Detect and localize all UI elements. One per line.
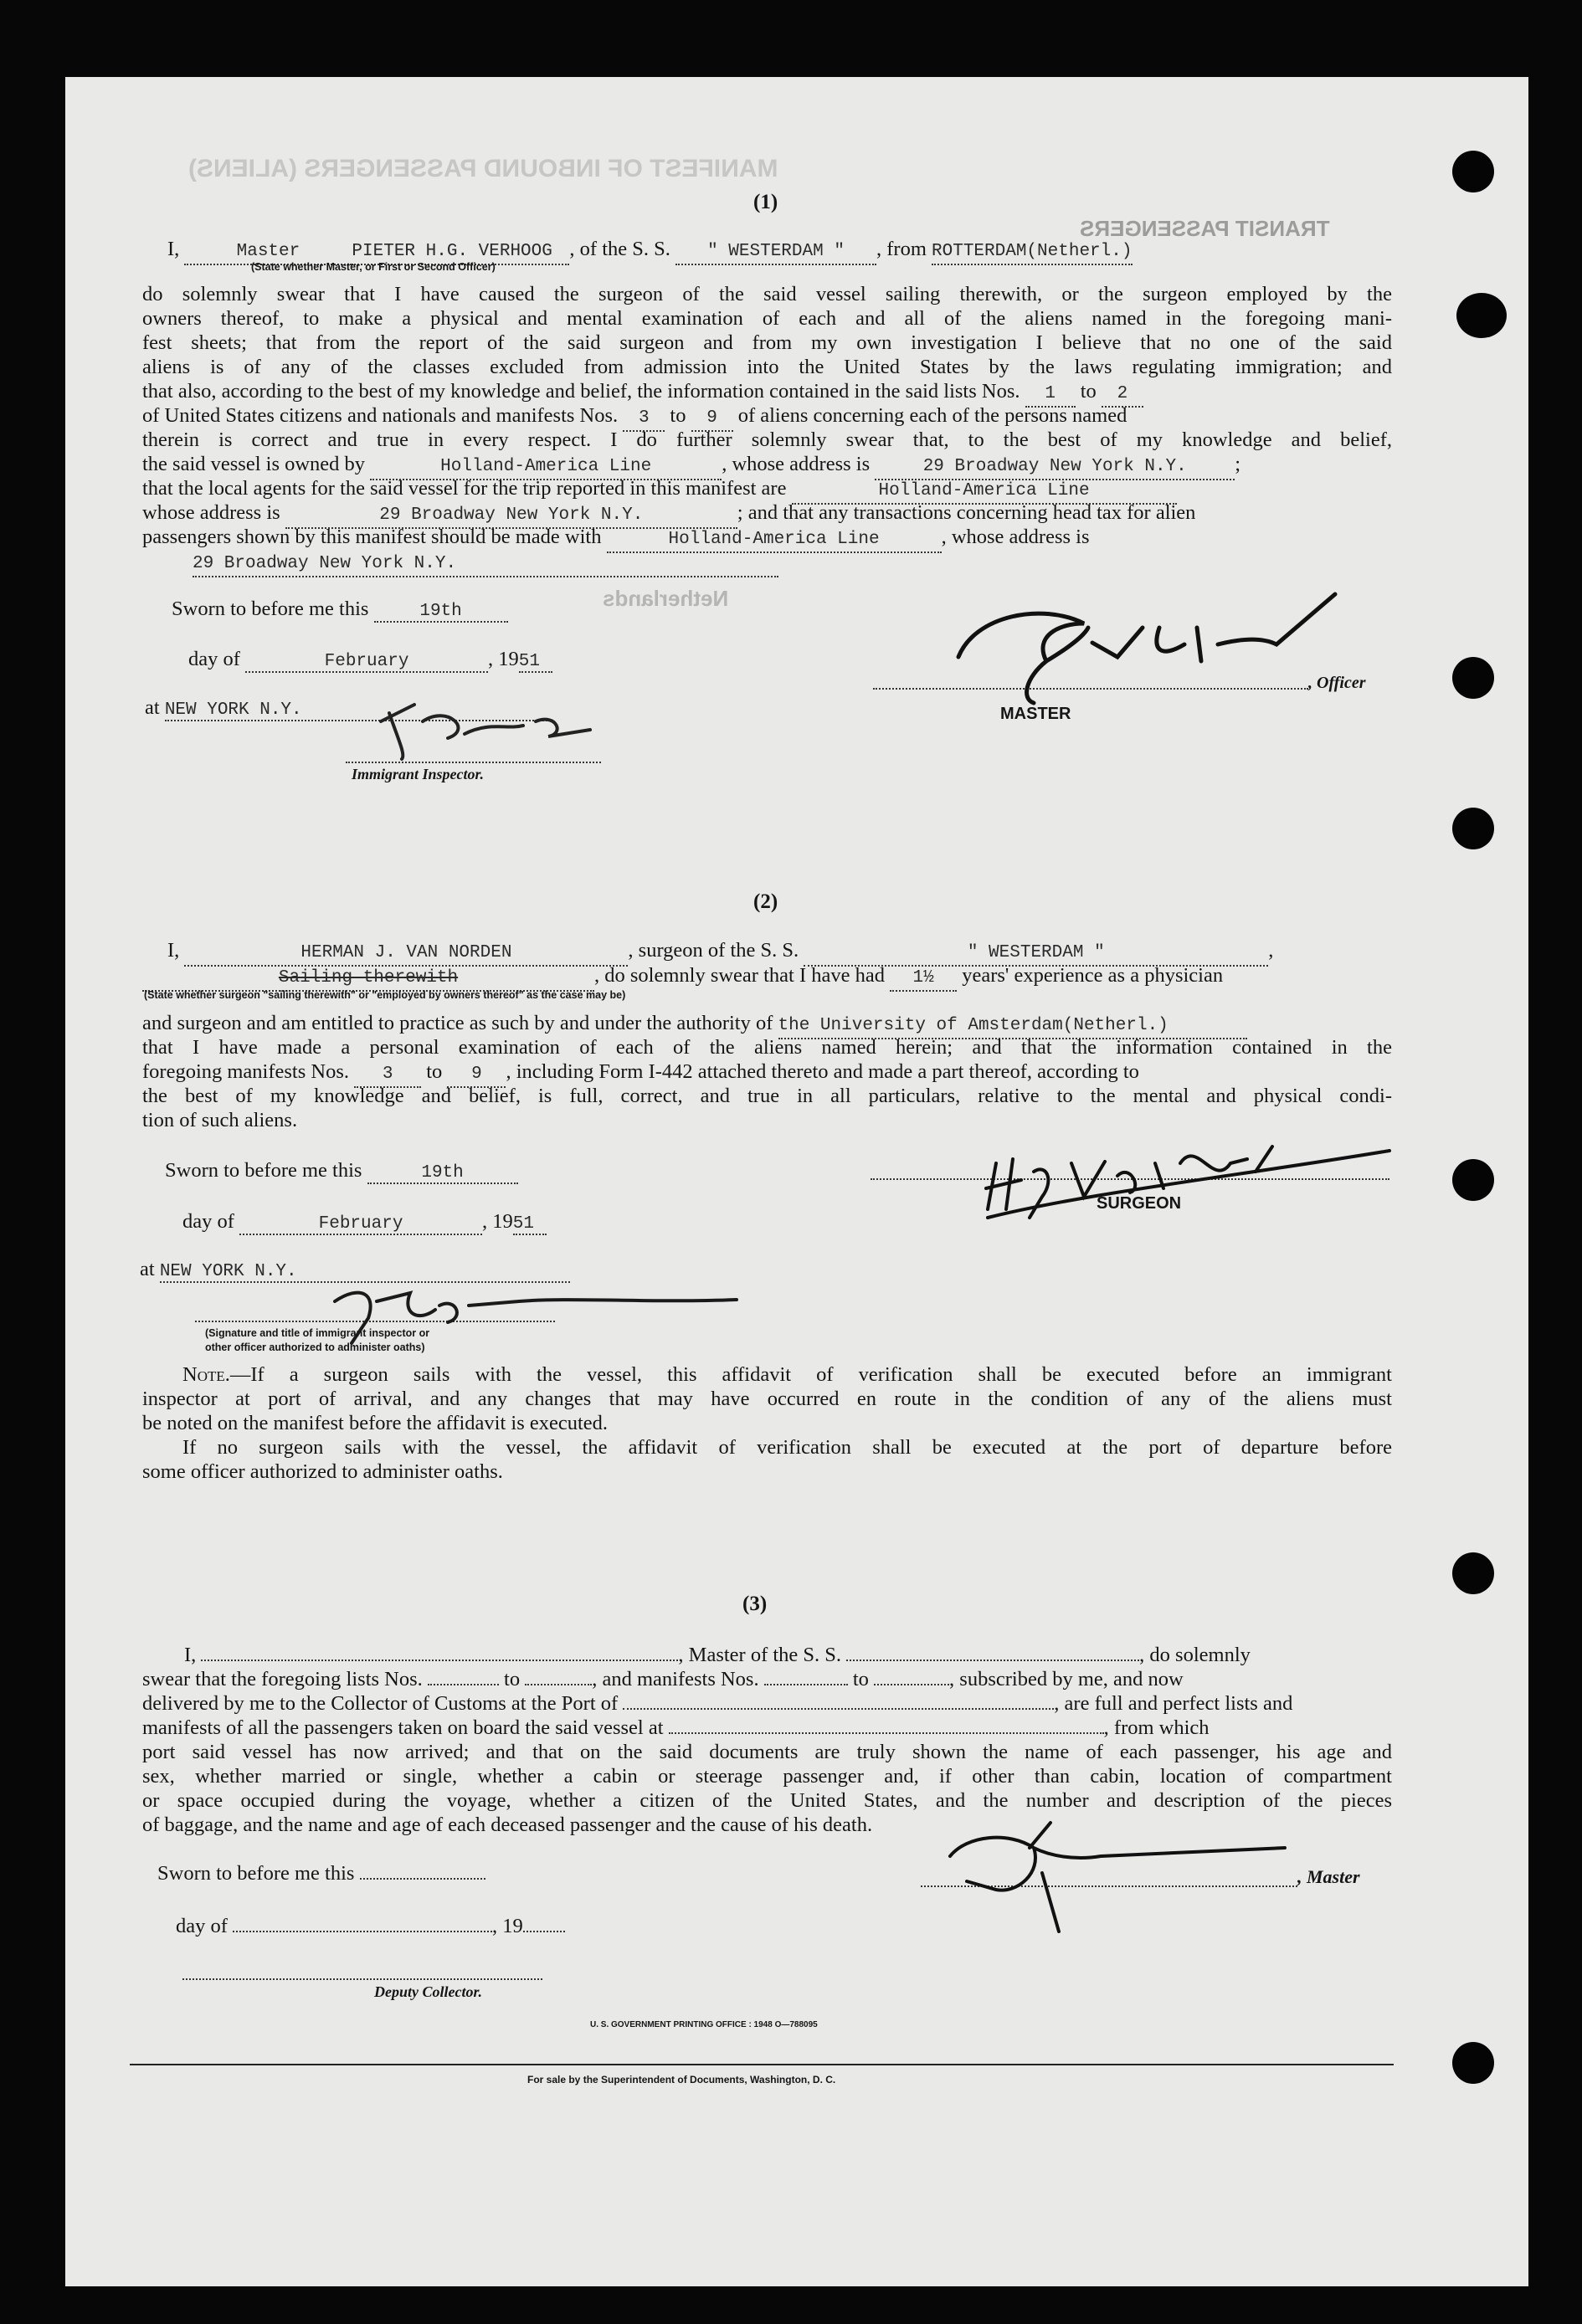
s1-master-stamp: MASTER <box>1000 705 1071 723</box>
s1-year: 51 <box>519 652 552 673</box>
ghost-heading-2: TRANSIT PASSENGERS <box>1080 216 1330 241</box>
s2-year: 51 <box>513 1214 547 1235</box>
s2-sworn: Sworn to before me this 19th <box>165 1159 518 1184</box>
s3-p6: sex, whether married or single, whether a cabin or steerage passenger and, if other than cabin, location of compartment <box>142 1765 1392 1788</box>
s3-manifest-to-field[interactable] <box>874 1684 949 1685</box>
inspector-signature-2 <box>301 1268 770 1352</box>
s2-manifest-from: 3 <box>354 1062 421 1088</box>
surgeon-status: Sailing therewith <box>142 966 594 992</box>
s3-dayof: day of , 19 <box>176 1915 565 1938</box>
s2-month: February <box>239 1214 482 1235</box>
s2-dayof: day of February , 1951 <box>182 1210 547 1235</box>
s2-note-3: be noted on the manifest before the affidavit is executed. <box>142 1412 609 1434</box>
s2-place: NEW YORK N.Y. <box>160 1262 570 1283</box>
section-2-number: (2) <box>753 890 778 913</box>
s1-sworn: Sworn to before me this 19th <box>172 598 508 623</box>
s3-port-field[interactable] <box>623 1708 1054 1710</box>
s2-status-note: (State whether surgeon "sailing therewith" or "employed by owners thereof" as the case may be) <box>144 989 626 1001</box>
s3-p8: of baggage, and the name and age of each deceased passenger and the cause of his death. <box>142 1814 873 1836</box>
s2-p4: that I have made a personal examination of each of the aliens named herein; and that the information contained in the <box>142 1036 1392 1059</box>
vessel-owner: Holland-America Line <box>370 454 722 480</box>
ship-name: " WESTERDAM " <box>675 239 876 265</box>
s2-note-2: inspector at port of arrival, and any changes that may have occurred en route in the condition of any of the aliens must <box>142 1388 1392 1410</box>
years-experience: 1½ <box>890 966 957 992</box>
s1-p4: aliens is of any of the classes excluded from admission into the United States by the laws regulating immigration; and <box>142 356 1392 378</box>
officer-rank: Master <box>184 239 352 265</box>
s1-officer-label: , Officer <box>1308 674 1366 692</box>
binder-hole-3 <box>1452 657 1494 699</box>
surgeon-authority: the University of Amsterdam(Netherl.) <box>778 1013 1247 1039</box>
ghost-heading-3: Netherlands <box>603 586 729 611</box>
s2-p7: tion of such aliens. <box>142 1109 298 1131</box>
s2-p5: foregoing manifests Nos. 3 to 9 , including Form I-442 attached thereto and made a part thereof, according to <box>142 1059 1392 1088</box>
s2-sig-note-2: other officer authorized to administer oaths) <box>205 1342 425 1353</box>
s3-master-name-field[interactable] <box>201 1660 678 1661</box>
footer-rule <box>130 2064 1394 2065</box>
s3-month-field[interactable] <box>233 1931 492 1932</box>
manifest-from: 3 <box>623 406 665 432</box>
owner-address: 29 Broadway New York N.Y. <box>875 454 1235 480</box>
s2-p3: and surgeon and am entitled to practice as such by and under the authority of the University of Amsterdam(Netherl.) <box>142 1011 1392 1039</box>
surgeon-signature <box>963 1130 1398 1222</box>
s3-line-2: swear that the foregoing lists Nos. to , and manifests Nos. to , subscribed by me, and now <box>142 1668 1184 1690</box>
master-name: PIETER H.G. VERHOOG <box>352 239 569 265</box>
s3-line-1: I, , Master of the S. S. , do solemnly <box>184 1644 1251 1666</box>
binder-hole-6 <box>1452 1552 1494 1594</box>
s1-p3: fest sheets; that from the report of the said surgeon and from my own investigation I believe that no one of the said <box>142 331 1392 354</box>
s1-at: at NEW YORK N.Y. <box>145 696 550 721</box>
s2-ship-name: " WESTERDAM " <box>804 941 1268 967</box>
departure-port: ROTTERDAM(Netherl.) <box>932 239 1133 265</box>
s2-note-4: If no surgeon sails with the vessel, the affidavit of verification shall be executed at the port of departure before <box>182 1436 1392 1459</box>
s1-day: 19th <box>374 602 508 623</box>
binder-hole-4 <box>1452 808 1494 849</box>
s1-p10: whose address is 29 Broadway New York N.Y. ; and that any transactions concerning head tax for alien <box>142 500 1392 529</box>
s3-p5: port said vessel has now arrived; and that on the said documents are truly shown the name of each passenger, his age and <box>142 1741 1392 1763</box>
s2-note-1: Note.—If a surgeon sails with the vessel, this affidavit of verification shall be executed before an immigrant <box>182 1363 1392 1386</box>
s2-day: 19th <box>367 1163 518 1184</box>
s3-year-field[interactable] <box>523 1931 565 1932</box>
s1-p9: that the local agents for the said vessel for the trip reported in this manifest are Holland-America Line <box>142 476 1392 505</box>
s1-p12 <box>142 549 1392 577</box>
s2-sig-note-1: (Signature and title of immigrant inspector or <box>205 1327 430 1339</box>
s2-line-2: Sailing therewith , do solemnly swear that I have had 1½ years' experience as a physician <box>142 963 1392 992</box>
sale-note: For sale by the Superintendent of Documents, Washington, D. C. <box>527 2074 836 2085</box>
s1-p1: do solemnly swear that I have caused the surgeon of the said vessel sailing therewith, or the surgeon employed by the <box>142 283 1392 305</box>
s2-line-1: I, HERMAN J. VAN NORDEN , surgeon of the S. S. " WESTERDAM " , <box>167 938 1406 967</box>
binder-hole-1 <box>1452 151 1494 192</box>
local-agents: Holland-America Line <box>792 479 1177 505</box>
ghost-heading: MANIFEST OF INBOUND PASSENGERS (ALIENS) <box>188 155 778 182</box>
s3-departure-field[interactable] <box>669 1732 1104 1734</box>
manifest-to: 9 <box>691 406 733 432</box>
s1-month: February <box>245 652 488 673</box>
s3-day-field[interactable] <box>360 1878 485 1880</box>
binder-hole-5 <box>1452 1159 1494 1201</box>
inspector-signature-1 <box>356 688 607 763</box>
s1-line-1: I, Master PIETER H.G. VERHOOG , of the S. S. " WESTERDAM " , from ROTTERDAM(Netherl.) <box>167 237 1456 265</box>
section-1-number: (1) <box>753 191 778 213</box>
s1-p11: passengers shown by this manifest should be made with Holland-America Line , whose address is <box>142 525 1392 553</box>
s3-list-to-field[interactable] <box>525 1684 592 1685</box>
section-3-number: (3) <box>742 1593 768 1615</box>
master-signature <box>942 577 1377 711</box>
s3-ship-field[interactable] <box>846 1660 1139 1661</box>
s3-master-signature <box>917 1814 1293 1940</box>
head-tax-agent: Holland-America Line <box>607 527 942 553</box>
s1-place: NEW YORK N.Y. <box>165 700 550 721</box>
s3-collector-label: Deputy Collector. <box>374 1983 482 2000</box>
agents-address: 29 Broadway New York N.Y. <box>285 503 737 529</box>
binder-hole-7 <box>1452 2042 1494 2084</box>
list-from: 1 <box>1025 382 1076 408</box>
binder-hole-2 <box>1456 293 1507 338</box>
gpo-imprint: U. S. GOVERNMENT PRINTING OFFICE : 1948 O—788095 <box>590 2020 818 2029</box>
s1-dayof: day of February , 1951 <box>188 648 552 673</box>
s3-collector-line <box>182 1978 542 1980</box>
s3-list-from-field[interactable] <box>428 1684 499 1685</box>
s2-note-5: some officer authorized to administer oaths. <box>142 1460 503 1483</box>
s2-manifest-to: 9 <box>447 1062 506 1088</box>
s3-master-label: , Master <box>1297 1866 1360 1887</box>
s1-p2: owners thereof, to make a physical and mental examination of each and all of the aliens named in the foregoing mani- <box>142 307 1392 330</box>
s1-rank-note: (State whether Master, or First or Second Officer) <box>251 261 496 273</box>
s3-p7: or space occupied during the voyage, whether a citizen of the United States, and the number and description of the pieces <box>142 1789 1392 1812</box>
s1-p6: of United States citizens and nationals and manifests Nos. 3 to 9 of aliens concerning each of the persons named <box>142 403 1392 432</box>
s3-sworn: Sworn to before me this <box>157 1862 485 1885</box>
s3-line-4: manifests of all the passengers taken on board the said vessel at , from which <box>142 1716 1210 1739</box>
s1-p5: that also, according to the best of my knowledge and belief, the information contained in the said lists Nos. 1 to 2 <box>142 379 1392 408</box>
head-tax-address: 29 Broadway New York N.Y. <box>193 552 778 577</box>
s3-manifest-from-field[interactable] <box>764 1684 848 1685</box>
s1-inspector-label: Immigrant Inspector. <box>352 766 485 782</box>
s3-line-3: delivered by me to the Collector of Customs at the Port of , are full and perfect lists and <box>142 1692 1293 1715</box>
s2-surgeon-stamp: SURGEON <box>1097 1194 1182 1213</box>
s2-at: at NEW YORK N.Y. <box>140 1258 570 1283</box>
s1-p7: therein is correct and true in every respect. I do further solemnly swear that, to the best of my knowledge and belief, <box>142 428 1392 451</box>
s2-p6: the best of my knowledge and belief, is full, correct, and true in all particulars, relative to the mental and physical condi- <box>142 1085 1392 1107</box>
surgeon-name: HERMAN J. VAN NORDEN <box>184 941 628 967</box>
s1-p8: the said vessel is owned by Holland-America Line , whose address is 29 Broadway New York N.Y. ; <box>142 452 1392 480</box>
list-to: 2 <box>1102 382 1143 408</box>
